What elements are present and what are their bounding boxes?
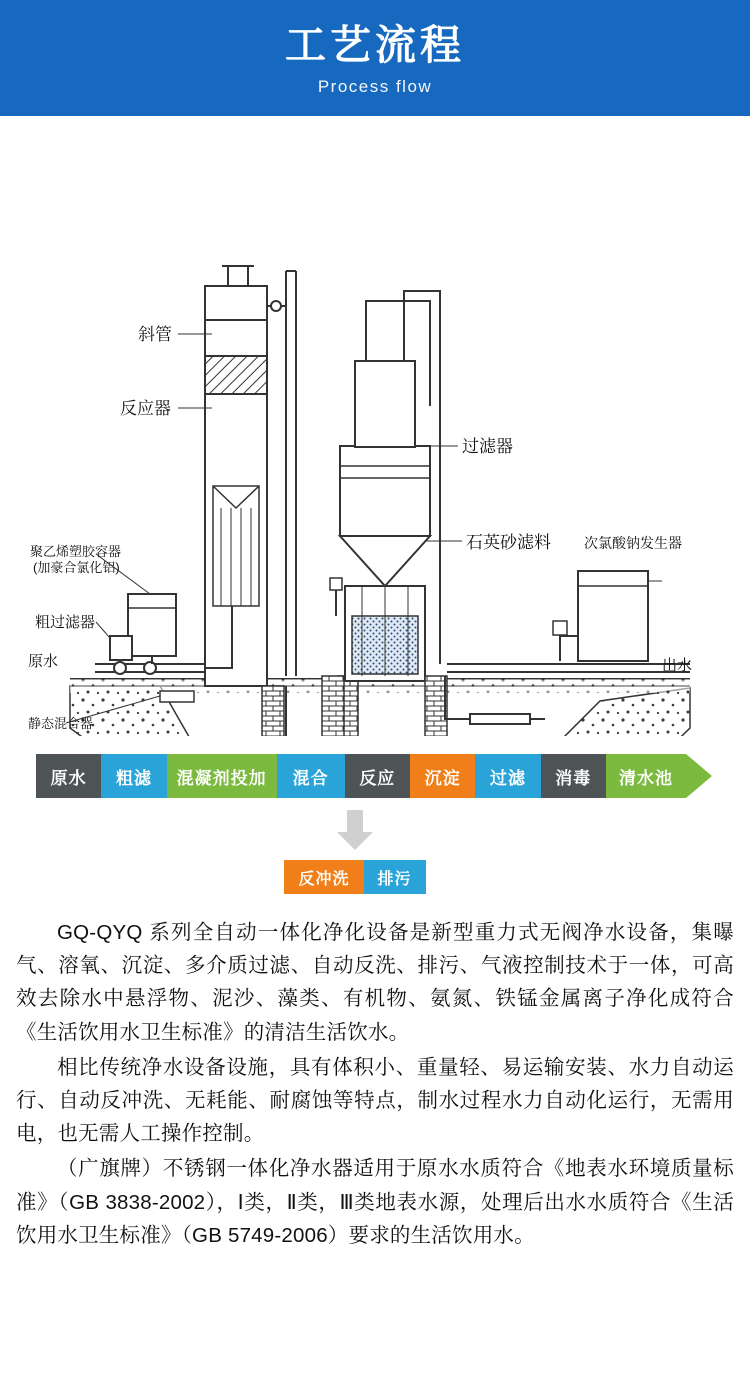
label-quartz-sand: 石英砂滤料 [466,533,551,552]
process-chain [36,754,712,798]
chain-step-7 [541,754,606,798]
chain-step-1 [101,754,166,798]
page-header [0,0,750,116]
filter-cone [340,536,430,586]
naclo-generator-body [578,571,648,661]
sub-step-label: 排污 [377,870,412,888]
sub-step-blowdown [364,860,426,894]
label-reactor: 反应器 [120,399,171,418]
coarse-filter-body [110,636,132,660]
chain-step-label: 混凝剂投加 [176,768,267,788]
label-coarse-filter: 粗过滤器 [35,614,96,631]
label-raw-water: 原水 [28,653,59,670]
chain-step-0 [36,754,101,798]
down-arrow-icon [337,810,373,850]
chain-step-label: 消毒 [555,768,592,788]
paragraph-1: GQ-QYQ 系列全自动一体化净化设备是新型重力式无阀净水设备，集曝气、溶氧、沉淀、多介质过滤、自动反洗、排污、气液控制技术于一体，可高效去除水中悬浮物、泥沙、藻类、有机物、氨氮、铁锰金属离子净化成符合《生活饮用水卫生标准》的清洁生活饮水。 [16,921,734,1044]
sub-step-backwash [284,860,363,894]
sub-step-label: 反冲洗 [298,870,350,888]
chain-step-label: 混合 [292,768,329,788]
description-text [16,916,734,1252]
chain-step-label: 粗滤 [115,768,152,788]
chain-step-8 [606,754,686,798]
pe-tank-body [128,594,176,656]
filter-body [340,446,430,536]
chain-step-label: 清水池 [618,768,673,788]
chain-step-3 [277,754,345,798]
chain-step-5 [410,754,475,798]
chain-step-2 [167,754,277,798]
chain-step-6 [475,754,540,798]
label-filter: 过滤器 [462,437,513,456]
chain-step-label: 反应 [359,768,396,788]
chain-step-label: 过滤 [489,768,526,788]
label-water-out: 出水 [662,657,693,674]
chain-step-label: 沉淀 [424,768,461,788]
paragraph-3: （广旗牌）不锈钢一体化净水器适用于原水水质符合《地表水环境质量标准》（GB 3838-2002），Ⅰ类，Ⅱ类，Ⅲ类地表水源，处理后出水水质符合《生活饮用水卫生标准》（GB 5749-2006）要求的生活饮用水。 [16,1157,734,1247]
label-pe-tank-sub: (加豪合氯化铝) [33,560,120,575]
paragraph-2: 相比传统净水设备设施，具有体积小、重量轻、易运输安装、水力自动运行、自动反冲洗、无耗能、耐腐蚀等特点，制水过程水力自动化运行，无需用电，也无需人工操作控制。 [16,1055,734,1146]
page-subtitle: Process flow [317,76,433,96]
inclined-tube-pack [205,356,267,394]
sub-process-chain [0,860,730,894]
down-arrow-shaft [347,810,363,832]
label-pe-tank: 聚乙烯塑胶容器 [30,544,122,559]
chain-arrow-head-icon [686,754,712,798]
page-title: 工艺流程 [285,22,465,69]
down-arrow-head [337,832,373,850]
label-inclined-tube: 斜管 [138,325,172,344]
chain-step-label: 原水 [50,768,87,788]
label-static-mixer: 静态混合器 [28,716,94,731]
process-diagram [0,116,750,736]
chain-step-4 [345,754,410,798]
label-naclo-generator: 次氯酸钠发生器 [584,535,682,551]
